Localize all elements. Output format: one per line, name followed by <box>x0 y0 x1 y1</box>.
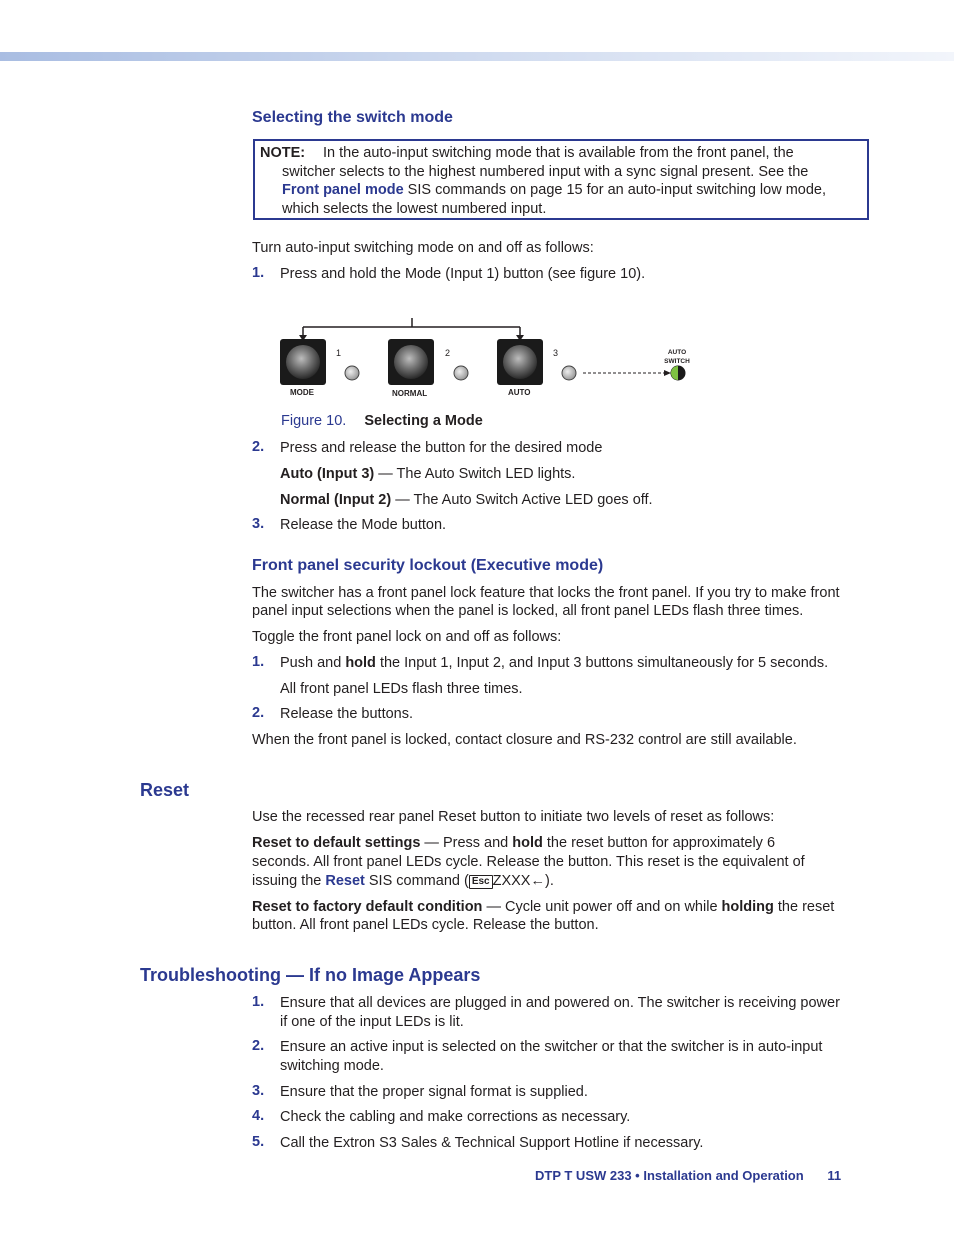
reset-factory-line-1: Reset to factory default condition — Cycle unit power off and on while holding the reset <box>252 899 835 915</box>
footer-title: DTP T USW 233 • Installation and Operation <box>535 1168 804 1183</box>
heading-troubleshooting: Troubleshooting — If no Image Appears <box>140 965 481 985</box>
paragraph-line: panel input selections when the panel is locked, all front panel LEDs flash three times. <box>252 603 804 619</box>
paragraph-line: The switcher has a front panel lock feature that locks the front panel. If you try to make front <box>252 585 840 601</box>
reset-default-line-3: issuing the Reset SIS command ( Esc ZXXX←). <box>252 873 554 889</box>
button-1-label: MODE <box>290 388 314 397</box>
step-number: 1. <box>252 265 265 281</box>
enter-arrow-icon: ← <box>530 873 545 889</box>
bracket-connector <box>299 318 524 341</box>
list-item-number: 3. <box>252 1083 265 1099</box>
button-3-label: AUTO <box>508 388 531 397</box>
led-3 <box>562 366 576 380</box>
button-3-number: 3 <box>553 348 559 358</box>
auto-switch-label-1: AUTO <box>667 349 687 356</box>
heading-switch-mode: Selecting the switch mode <box>252 109 453 126</box>
page-number: 11 <box>827 1168 842 1183</box>
step-number: 1. <box>252 654 265 670</box>
figure-caption <box>281 412 483 431</box>
paragraph: Use the recessed rear panel Reset button to initiate two levels of reset as follows: <box>252 809 775 825</box>
header-gradient-bar <box>0 52 954 61</box>
auto-button <box>497 339 543 385</box>
paragraph: Toggle the front panel lock on and off as follows: <box>252 629 562 645</box>
auto-mode-desc: Auto (Input 3) — The Auto Switch LED lights. <box>280 466 576 482</box>
reset-factory-line-2: button. All front panel LEDs cycle. Release the button. <box>252 917 599 933</box>
button-2-number: 2 <box>445 348 451 358</box>
arrow-head-icon <box>664 370 671 376</box>
figure-number: Figure 10. <box>281 413 347 429</box>
heading-reset: Reset <box>140 780 190 800</box>
step-text: Release the buttons. <box>280 706 414 722</box>
auto-switch-label-2: SWITCH <box>664 358 690 365</box>
note-box <box>253 139 869 220</box>
step-text: Press and release the button for the desired mode <box>280 440 603 456</box>
list-item-number: 4. <box>252 1108 265 1124</box>
list-item-line-2: switching mode. <box>280 1058 384 1074</box>
note-label: NOTE: <box>260 145 306 161</box>
step-number: 3. <box>252 516 265 532</box>
list-item: Check the cabling and make corrections as necessary. <box>280 1109 631 1125</box>
note-line-4: which selects the lowest numbered input. <box>282 200 547 217</box>
step-text: Push and hold the Input 1, Input 2, and Input 3 buttons simultaneously for 5 seconds. <box>280 655 829 671</box>
esc-key-icon: Esc <box>469 875 493 889</box>
reset-link[interactable]: Reset <box>325 873 365 889</box>
button-1-number: 1 <box>336 348 342 358</box>
step-text: Press and hold the Mode (Input 1) button (see figure 10). <box>280 266 646 282</box>
intro-text: Turn auto-input switching mode on and off as follows: <box>252 240 594 256</box>
step-number: 2. <box>252 439 265 455</box>
mode-button <box>280 339 326 385</box>
normal-mode-desc: Normal (Input 2) — The Auto Switch Active LED goes off. <box>280 492 653 508</box>
list-item: Ensure that the proper signal format is supplied. <box>280 1084 588 1100</box>
list-item-number: 5. <box>252 1134 265 1150</box>
list-item: Ensure that all devices are plugged in and powered on. The switcher is receiving power <box>280 995 840 1011</box>
figure-mode-buttons <box>270 310 710 405</box>
step-number: 2. <box>252 705 265 721</box>
button-2-label: NORMAL <box>392 389 428 398</box>
auto-switch-led <box>671 366 686 381</box>
list-item: Call the Extron S3 Sales & Technical Support Hotline if necessary. <box>280 1135 704 1151</box>
list-item-line-2: if one of the input LEDs is lit. <box>280 1014 464 1030</box>
note-line-3: Front panel mode SIS commands on page 15 for an auto-input switching low mode, <box>282 182 827 198</box>
heading-security-lockout: Front panel security lockout (Executive mode) <box>252 557 604 574</box>
list-item-number: 1. <box>252 994 265 1010</box>
reset-default-line-2: seconds. All front panel LEDs cycle. Release the button. This reset is the equivalent of <box>252 854 805 870</box>
figure-title: Selecting a Mode <box>364 413 483 429</box>
paragraph: When the front panel is locked, contact closure and RS-232 control are still available. <box>252 732 797 748</box>
step-subtext: All front panel LEDs flash three times. <box>280 681 523 697</box>
page-footer <box>535 1168 865 1183</box>
note-line-1: In the auto-input switching mode that is available from the front panel, the <box>323 145 794 161</box>
front-panel-mode-link[interactable]: Front panel mode <box>282 182 404 198</box>
normal-button <box>388 339 434 385</box>
step-text: Release the Mode button. <box>280 517 447 533</box>
list-item: Ensure an active input is selected on the switcher or that the switcher is in auto-input <box>280 1039 823 1055</box>
led-2 <box>454 366 468 380</box>
list-item-number: 2. <box>252 1038 265 1054</box>
reset-default-line-1: Reset to default settings — Press and hold the reset button for approximately 6 <box>252 835 776 851</box>
note-line-2: switcher selects to the highest numbered input with a sync signal present. See the <box>282 163 809 180</box>
led-1 <box>345 366 359 380</box>
